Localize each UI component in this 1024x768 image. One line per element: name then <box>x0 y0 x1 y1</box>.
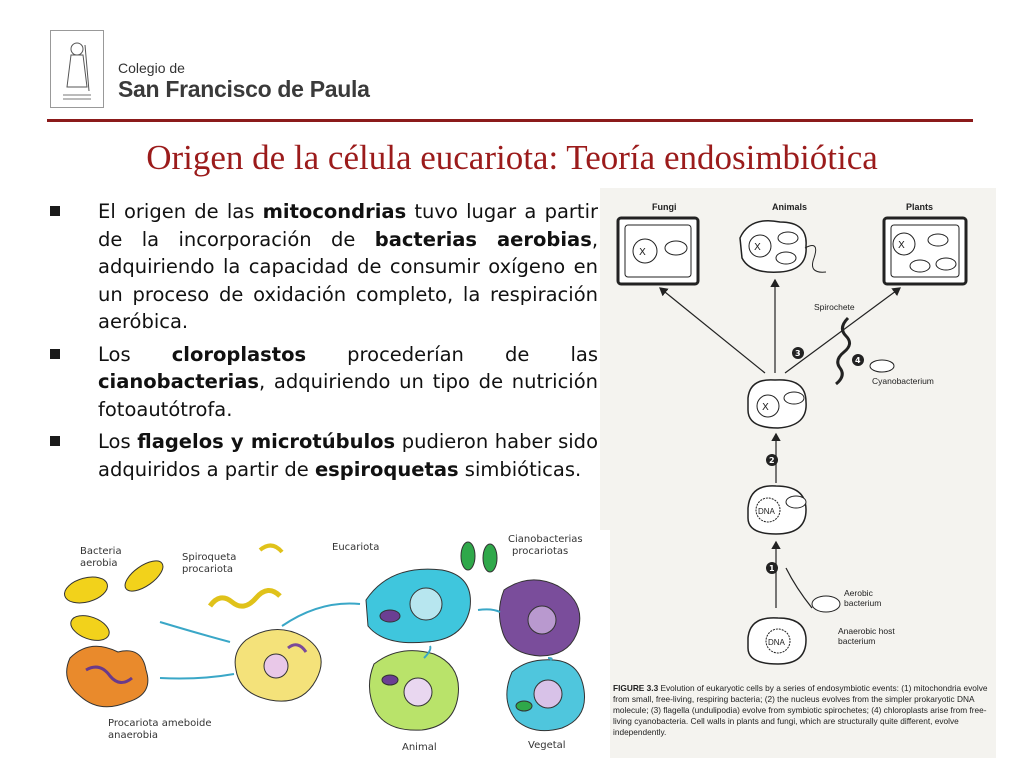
label-spirochete: Spirochete <box>814 302 855 312</box>
animal-cell <box>740 221 826 273</box>
label-espiroqueta-1: Spiroqueta <box>182 552 237 563</box>
svg-text:1: 1 <box>769 564 775 573</box>
bullet-bold-text: flagelos y microtúbulos <box>137 430 396 453</box>
label-ciano-2: procariotas <box>512 546 569 557</box>
label-anaerobic-1: Anaerobic host <box>838 626 895 636</box>
bullet-list <box>48 198 598 488</box>
bullet-bold-text: bacterias aerobias <box>374 227 592 251</box>
illustration-drawing <box>50 530 610 760</box>
bullet-bold-text: mitocondrias <box>262 200 407 223</box>
bullet-square-icon <box>50 436 60 446</box>
label-eucariota: Eucariota <box>332 542 380 553</box>
svg-text:DNA: DNA <box>758 507 775 516</box>
saint-figure-icon <box>51 31 103 107</box>
figure-caption <box>613 683 988 738</box>
bullet-text: simbióticas. <box>458 457 582 481</box>
svg-text:X: X <box>639 247 646 258</box>
bullet-text: Los <box>98 430 138 453</box>
endosymbiosis-illustration <box>50 530 610 760</box>
label-aerobic-2: bacterium <box>844 598 882 608</box>
svg-text:2: 2 <box>769 456 775 465</box>
bullet-text: , adquiriendo un tipo de nutrición fotoautótrofa. <box>98 370 598 421</box>
svg-text:X: X <box>754 242 761 253</box>
svg-text:X: X <box>762 402 769 413</box>
svg-text:DNA: DNA <box>768 638 785 647</box>
slide-title: Origen de la célula eucariota: Teoría endosimbiótica <box>146 138 878 177</box>
bullet-item <box>48 341 598 424</box>
svg-text:4: 4 <box>855 356 861 365</box>
svg-text:3: 3 <box>795 349 801 358</box>
endosymbiosis-figure <box>600 188 996 758</box>
fungi-cell <box>618 218 698 284</box>
label-animals: Animals <box>772 202 808 212</box>
caption-label: FIGURE 3.3 <box>613 683 659 693</box>
label-fungi: Fungi <box>652 202 677 212</box>
label-plants: Plants <box>906 202 934 212</box>
label-espiroqueta-2: procariota <box>182 564 234 575</box>
bullet-bold-text: cianobacterias <box>98 370 259 393</box>
bullet-item <box>48 428 598 483</box>
label-bacteria-aerobia-2: aerobia <box>80 558 118 569</box>
bullet-square-icon <box>50 206 60 216</box>
bullet-text: procederían de las <box>306 342 598 366</box>
dna-cell-middle <box>748 486 806 534</box>
bullet-text: tuvo lugar a partir de la incorporación de <box>98 200 598 251</box>
bullet-text: Los <box>98 342 172 366</box>
svg-text:X: X <box>898 240 905 251</box>
bullet-text: , adquiriendo la capacidad de consumir oxígeno en un proceso de oxidación completo, la respiración aeróbica. <box>98 227 599 333</box>
school-name-line2: San Francisco de Paula <box>118 76 370 102</box>
bullet-item <box>48 198 598 336</box>
plant-cell <box>884 218 966 284</box>
label-bacteria-aerobia-1: Bacteria <box>80 546 122 557</box>
label-animal: Animal <box>402 742 437 753</box>
label-cyanobacterium: Cyanobacterium <box>872 376 934 386</box>
bullet-text: pudieron haber sido adquiridos a partir de <box>98 430 598 481</box>
caption-text: Evolution of eukaryotic cells by a series of endosymbiotic events: (1) mitochondria evolve from small, free-living, respiring bacteria; (2) the nucleus evolves from the simpler prokaryotic DNA molecule; (3) flagella (undulipodia) evolve from symbiotic spirochetes; (4) chloroplasts arise from free-living cyanobacteria. Cell walls in plants and fungi, which are structurally quite different, evolve independently. <box>613 683 988 737</box>
header-rule <box>47 119 973 122</box>
bullet-bold-text: cloroplastos <box>171 342 307 366</box>
school-name-line1: Colegio de <box>118 60 185 76</box>
label-aerobic-1: Aerobic <box>844 588 873 598</box>
bullet-text: El origen de las <box>98 200 263 223</box>
label-ciano-1: Cianobacterias <box>508 534 583 545</box>
label-ameboide-2: anaerobia <box>108 730 159 741</box>
bullet-square-icon <box>50 349 60 359</box>
school-logo <box>50 30 104 108</box>
endosymbiosis-diagram <box>600 188 996 758</box>
anaerobic-host-cell <box>748 618 806 664</box>
bullet-bold-text: espiroquetas <box>314 457 459 481</box>
label-vegetal: Vegetal <box>528 740 566 751</box>
early-eukaryote-cell <box>748 380 806 428</box>
label-ameboide-1: Procariota ameboide <box>108 718 212 729</box>
label-anaerobic-2: bacterium <box>838 636 876 646</box>
